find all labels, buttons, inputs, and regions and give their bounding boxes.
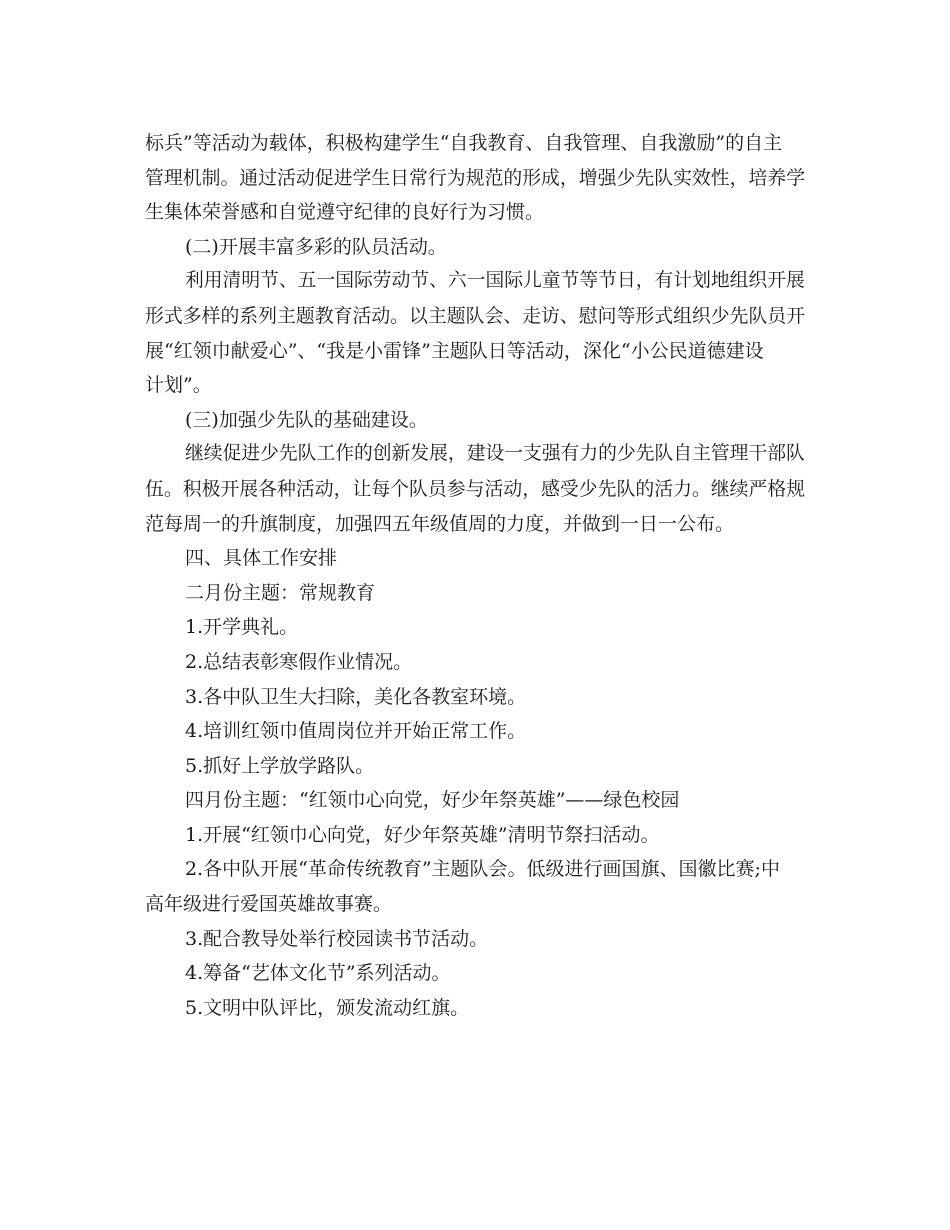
text-line: 5.抓好上学放学路队。 [185, 754, 375, 777]
text-line: (三)加强少先队的基础建设。 [185, 408, 428, 431]
text-line: (二)开展丰富多彩的队员活动。 [185, 235, 447, 258]
text-line: 4.筹备“艺体文化节”系列活动。 [185, 962, 451, 985]
text-line: 形式多样的系列主题教育活动。以主题队会、走访、慰问等形式组织少先队员开 [145, 304, 806, 327]
text-line: 高年级进行爱国英雄故事赛。 [145, 893, 393, 916]
text-line: 3.配合教导处举行校园读书节活动。 [185, 927, 489, 950]
text-line: 四、具体工作安排 [185, 547, 338, 570]
text-line: 标兵”等活动为载体，积极构建学生“自我教育、自我管理、自我激励”的自主 [145, 132, 783, 154]
text-line: 管理机制。通过活动促进学生日常行为规范的形成，增强少先队实效性，培养学 [145, 166, 806, 189]
text-line: 4.培训红领巾值周岗位并开始正常工作。 [185, 720, 527, 743]
text-line: 四月份主题：“红领巾心向党，好少年祭英雄”——绿色校园 [185, 789, 680, 812]
text-line: 2.总结表彰寒假作业情况。 [185, 650, 413, 673]
text-line: 生集体荣誉感和自觉遵守纪律的良好行为习惯。 [145, 201, 545, 224]
text-line: 利用清明节、五一国际劳动节、六一国际儿童节等节日，有计划地组织开展 [185, 270, 805, 292]
text-line: 展“红领巾献爱心”、“我是小雷锋”主题队日等活动，深化“小公民道德建设 [145, 339, 764, 362]
text-line: 二月份主题：常规教育 [185, 581, 376, 604]
text-line: 5.文明中队评比，颁发流动红旗。 [185, 996, 470, 1019]
text-line: 计划”。 [145, 374, 212, 397]
text-line: 伍。积极开展各种活动，让每个队员参与活动，感受少先队的活力。继续严格规 [145, 477, 806, 500]
text-line: 继续促进少先队工作的创新发展，建设一支强有力的少先队自主管理干部队 [185, 443, 805, 465]
document-body [145, 126, 805, 1025]
text-line: 3.各中队卫生大扫除，美化各教室环境。 [185, 685, 527, 708]
text-line: 范每周一的升旗制度，加强四五年级值周的力度，并做到一日一公布。 [145, 512, 735, 535]
text-line: 2.各中队开展“革命传统教育”主题队会。低级进行画国旗、国徽比赛;中 [185, 858, 780, 881]
text-line: 1.开展“红领巾心向党，好少年祭英雄”清明节祭扫活动。 [185, 823, 660, 846]
text-line: 1.开学典礼。 [185, 616, 299, 639]
